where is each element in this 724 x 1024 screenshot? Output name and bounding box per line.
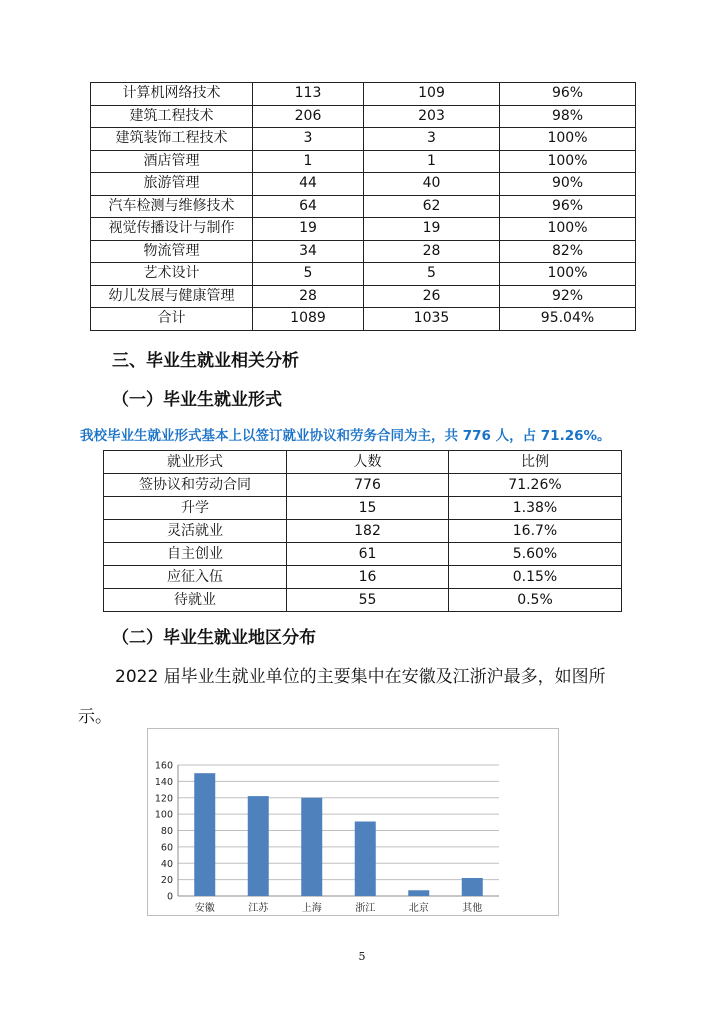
x-tick-label: 北京 bbox=[408, 903, 429, 914]
x-tick-label: 江苏 bbox=[248, 903, 269, 914]
table-header-row bbox=[104, 451, 622, 474]
table-cell: 艺术设计 bbox=[91, 263, 253, 286]
table-cell: 合计 bbox=[91, 308, 253, 331]
table-cell: 1035 bbox=[364, 308, 500, 331]
table-row bbox=[91, 218, 636, 241]
table-cell: 61 bbox=[287, 543, 449, 566]
table-row bbox=[104, 543, 622, 566]
table-cell: 44 bbox=[253, 173, 364, 196]
table-cell: 90% bbox=[500, 173, 636, 196]
page-number: 5 bbox=[358, 950, 366, 963]
x-tick-label: 浙江 bbox=[355, 903, 376, 914]
table-cell: 40 bbox=[364, 173, 500, 196]
region-paragraph-line-2: 示。 bbox=[78, 707, 112, 727]
bar-1 bbox=[248, 796, 269, 896]
table-cell: 100% bbox=[500, 263, 636, 286]
table-cell: 34 bbox=[253, 240, 364, 263]
y-tick-label: 60 bbox=[160, 842, 173, 854]
region-paragraph-line-1: 2022 届毕业生就业单位的主要集中在安徽及江浙沪最多，如图所 bbox=[115, 667, 606, 687]
table-cell: 0.15% bbox=[449, 566, 622, 589]
y-tick-label: 100 bbox=[154, 809, 173, 821]
table-cell: 15 bbox=[287, 497, 449, 520]
bar-0 bbox=[194, 773, 215, 896]
table-cell: 182 bbox=[287, 520, 449, 543]
y-tick-label: 160 bbox=[154, 760, 173, 772]
table-cell: 776 bbox=[287, 474, 449, 497]
table-cell: 95.04% bbox=[500, 308, 636, 331]
y-tick-label: 140 bbox=[154, 776, 173, 788]
region-bar-chart bbox=[147, 728, 559, 916]
table-row bbox=[104, 497, 622, 520]
employment-form-table bbox=[103, 450, 622, 612]
table-row bbox=[91, 285, 636, 308]
table-cell: 96% bbox=[500, 195, 636, 218]
table-row bbox=[91, 263, 636, 286]
bar-2 bbox=[301, 798, 322, 896]
x-tick-label: 上海 bbox=[301, 903, 322, 914]
bar-3 bbox=[355, 821, 376, 896]
y-tick-label: 0 bbox=[166, 891, 173, 903]
table-row bbox=[91, 308, 636, 331]
table-cell: 汽车检测与维修技术 bbox=[91, 195, 253, 218]
subsection-1-heading: （一）毕业生就业形式 bbox=[112, 390, 282, 410]
table-cell: 灵活就业 bbox=[104, 520, 287, 543]
table-cell: 206 bbox=[253, 105, 364, 128]
table-cell: 55 bbox=[287, 589, 449, 612]
table-cell: 82% bbox=[500, 240, 636, 263]
header-cell: 就业形式 bbox=[104, 451, 287, 474]
table-cell: 64 bbox=[253, 195, 364, 218]
subsection-2-heading: （二）毕业生就业地区分布 bbox=[112, 628, 316, 648]
table-cell: 62 bbox=[364, 195, 500, 218]
table-cell: 203 bbox=[364, 105, 500, 128]
table-cell: 视觉传播设计与制作 bbox=[91, 218, 253, 241]
table-cell: 计算机网络技术 bbox=[91, 83, 253, 106]
bar-4 bbox=[408, 890, 429, 896]
table-cell: 1 bbox=[364, 150, 500, 173]
table-cell: 19 bbox=[253, 218, 364, 241]
table-row bbox=[91, 150, 636, 173]
section-3-heading: 三、毕业生就业相关分析 bbox=[112, 351, 299, 371]
table-cell: 签协议和劳动合同 bbox=[104, 474, 287, 497]
table-cell: 92% bbox=[500, 285, 636, 308]
table-cell: 5.60% bbox=[449, 543, 622, 566]
table-cell: 建筑装饰工程技术 bbox=[91, 128, 253, 151]
table-cell: 待就业 bbox=[104, 589, 287, 612]
table-row bbox=[91, 83, 636, 106]
table-cell: 71.26% bbox=[449, 474, 622, 497]
table-cell: 旅游管理 bbox=[91, 173, 253, 196]
table-row bbox=[91, 195, 636, 218]
table-cell: 自主创业 bbox=[104, 543, 287, 566]
y-tick-label: 120 bbox=[154, 793, 173, 805]
table-cell: 100% bbox=[500, 128, 636, 151]
table-row bbox=[104, 566, 622, 589]
table-cell: 28 bbox=[253, 285, 364, 308]
chart-canvas bbox=[148, 729, 558, 915]
table-cell: 28 bbox=[364, 240, 500, 263]
table-row bbox=[104, 474, 622, 497]
table-row bbox=[91, 105, 636, 128]
table-cell: 5 bbox=[364, 263, 500, 286]
y-tick-label: 40 bbox=[160, 858, 173, 870]
table-cell: 1.38% bbox=[449, 497, 622, 520]
table-cell: 5 bbox=[253, 263, 364, 286]
table-row bbox=[104, 520, 622, 543]
header-cell: 比例 bbox=[449, 451, 622, 474]
table-cell: 0.5% bbox=[449, 589, 622, 612]
table-cell: 应征入伍 bbox=[104, 566, 287, 589]
table-row bbox=[91, 173, 636, 196]
table-cell: 113 bbox=[253, 83, 364, 106]
table-row bbox=[104, 589, 622, 612]
table-cell: 物流管理 bbox=[91, 240, 253, 263]
table-cell: 26 bbox=[364, 285, 500, 308]
x-tick-label: 安徽 bbox=[194, 903, 215, 914]
table-cell: 建筑工程技术 bbox=[91, 105, 253, 128]
major-employment-table bbox=[90, 82, 636, 331]
bar-5 bbox=[462, 878, 483, 896]
table-cell: 98% bbox=[500, 105, 636, 128]
header-cell: 人数 bbox=[287, 451, 449, 474]
employment-form-summary: 我校毕业生就业形式基本上以签订就业协议和劳务合同为主，共 776 人，占 71.26%。 bbox=[80, 428, 611, 444]
x-tick-label: 其他 bbox=[462, 903, 483, 914]
table-cell: 3 bbox=[253, 128, 364, 151]
table-cell: 3 bbox=[364, 128, 500, 151]
y-tick-label: 20 bbox=[160, 875, 173, 887]
table-row bbox=[91, 240, 636, 263]
table-cell: 升学 bbox=[104, 497, 287, 520]
table-cell: 100% bbox=[500, 218, 636, 241]
table-cell: 16.7% bbox=[449, 520, 622, 543]
table-cell: 19 bbox=[364, 218, 500, 241]
table-cell: 109 bbox=[364, 83, 500, 106]
table-cell: 幼儿发展与健康管理 bbox=[91, 285, 253, 308]
table-row bbox=[91, 128, 636, 151]
table-cell: 96% bbox=[500, 83, 636, 106]
y-tick-label: 80 bbox=[160, 826, 173, 837]
table-cell: 16 bbox=[287, 566, 449, 589]
table-cell: 酒店管理 bbox=[91, 150, 253, 173]
table-cell: 1089 bbox=[253, 308, 364, 331]
table-cell: 100% bbox=[500, 150, 636, 173]
table-cell: 1 bbox=[253, 150, 364, 173]
